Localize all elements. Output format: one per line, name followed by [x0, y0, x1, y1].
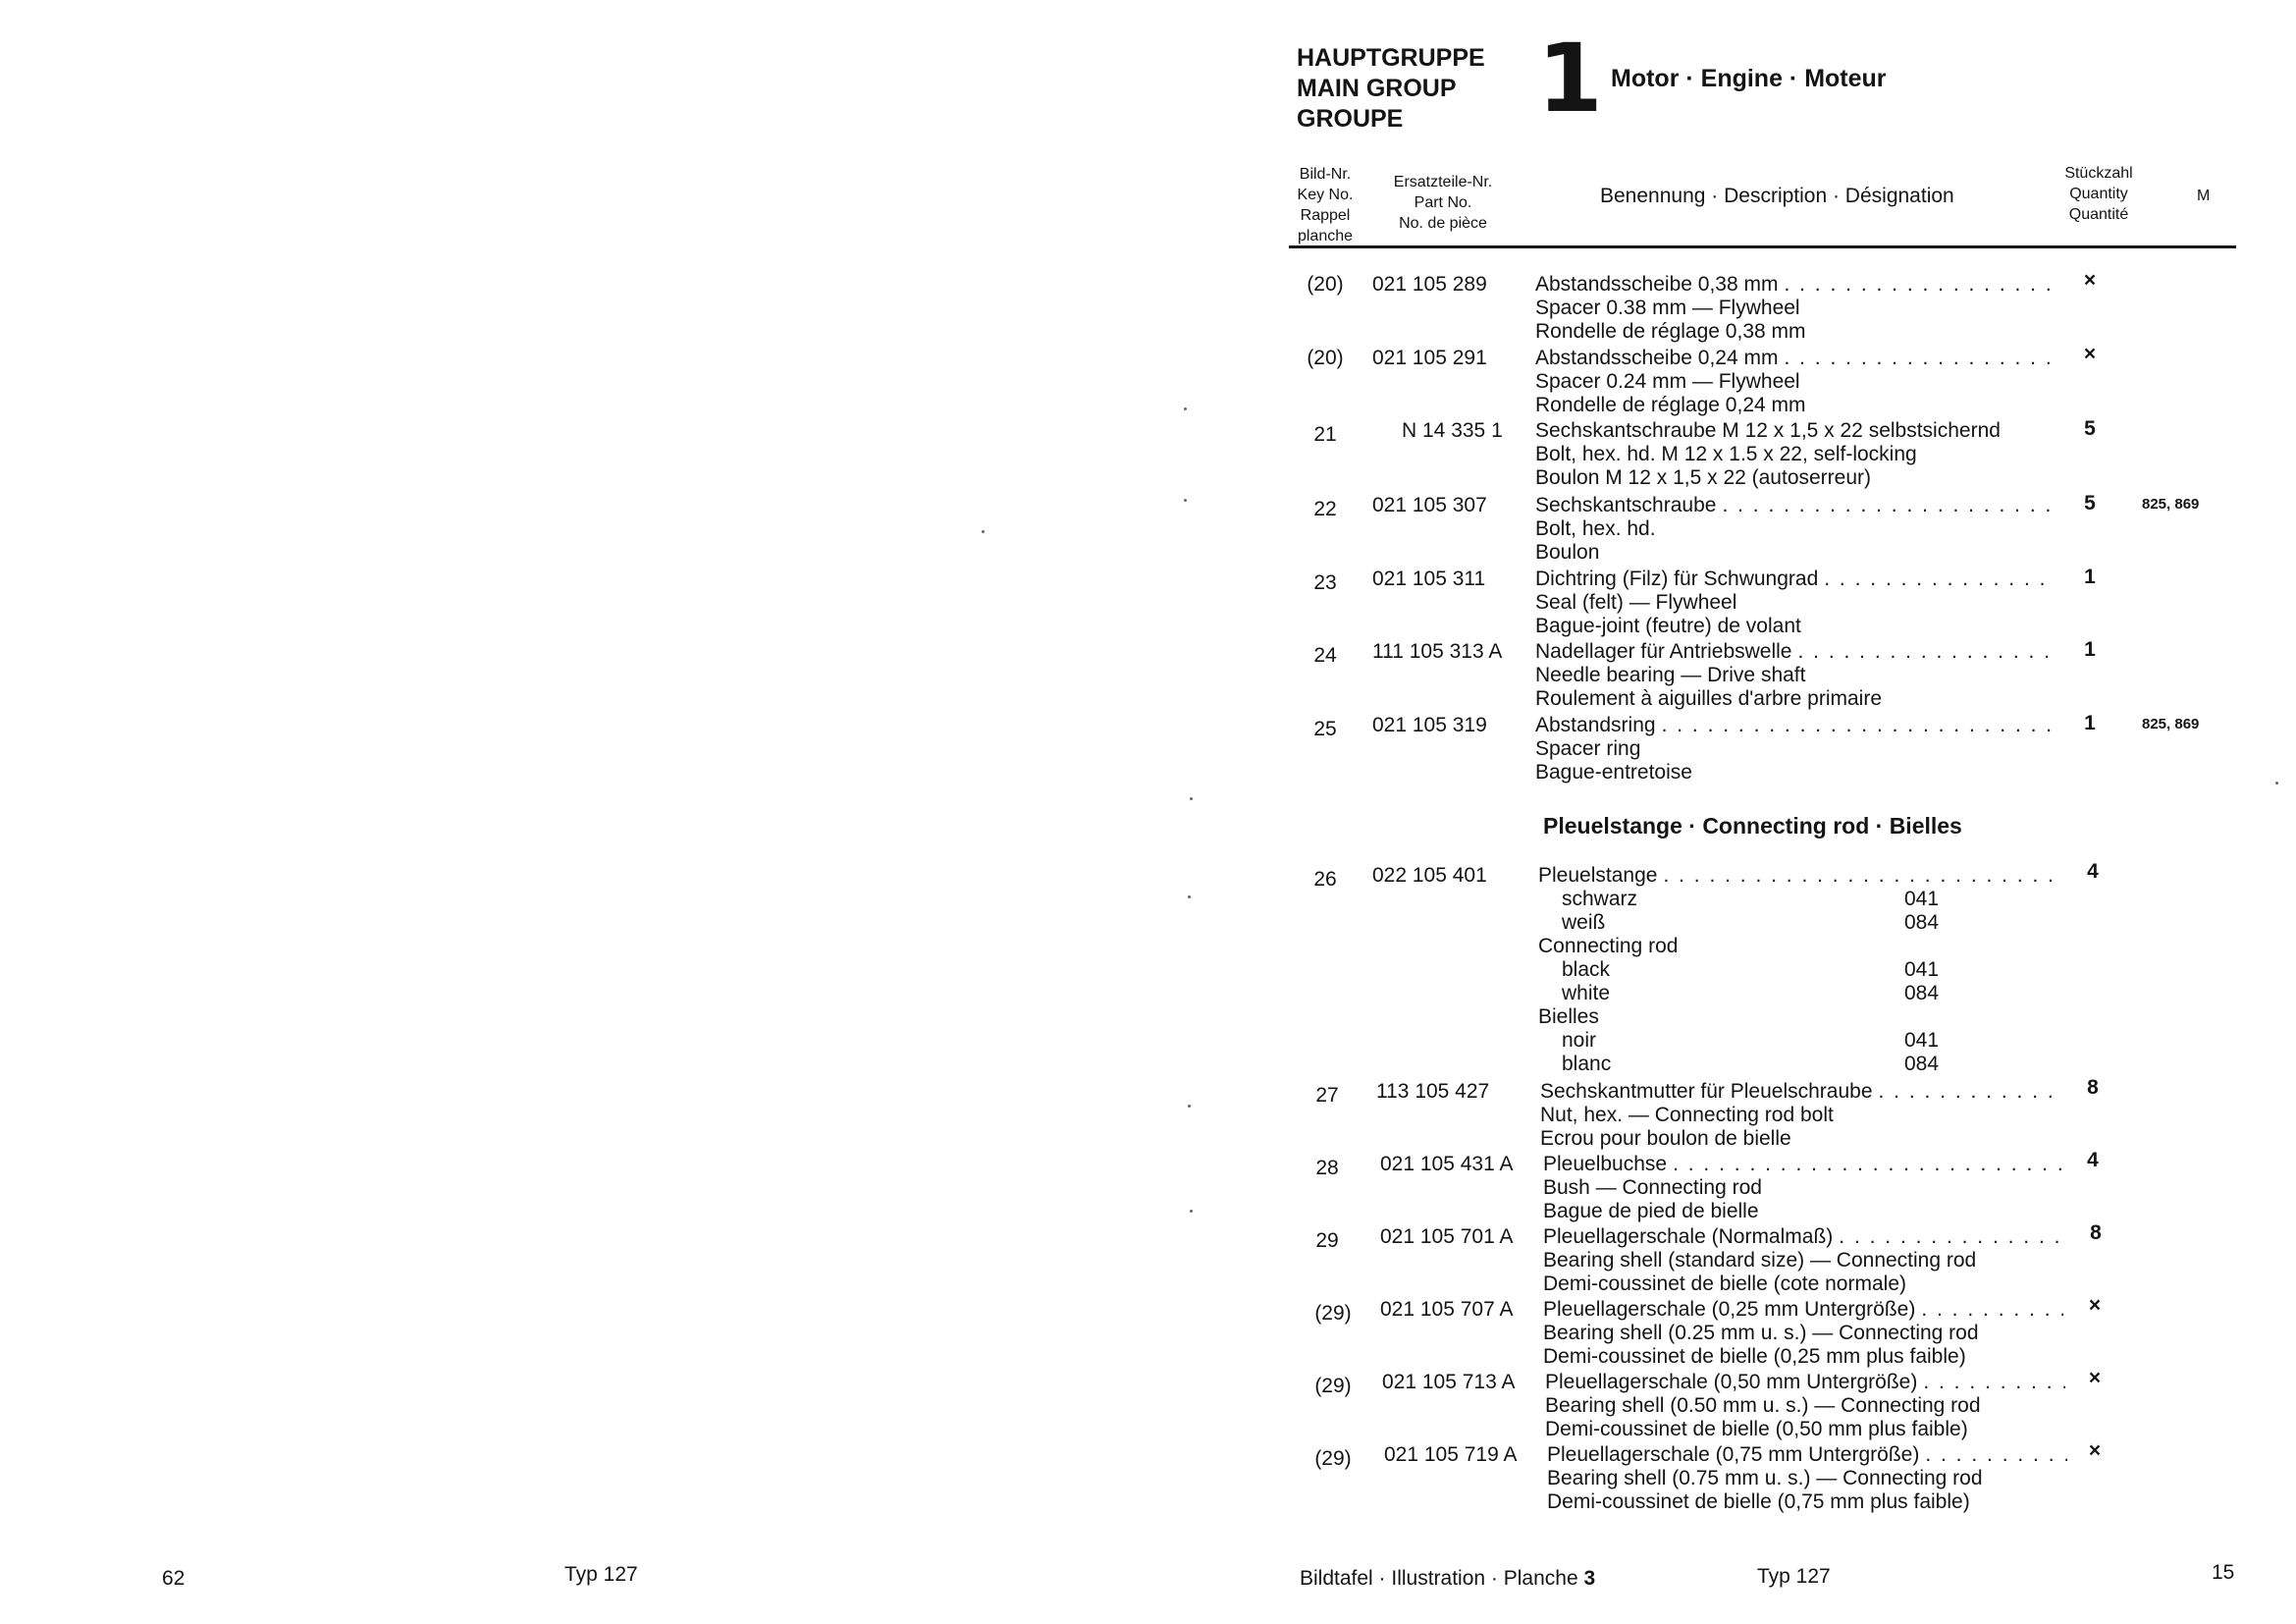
- part-no: 021 105 707 A: [1380, 1298, 1514, 1321]
- description-fr: Bague-joint (feutre) de volant: [1535, 615, 1801, 637]
- description-en: Bearing shell (0.25 mm u. s.) — Connecting rod: [1543, 1322, 1979, 1344]
- key-no: 25: [1313, 718, 1337, 740]
- description-en: Seal (felt) — Flywheel: [1535, 591, 1737, 614]
- variant-code: 041: [1904, 1029, 1940, 1052]
- model-note: 825, 869: [2142, 496, 2200, 513]
- description-fr: Bague-entretoise: [1535, 761, 1692, 784]
- part-no: 021 105 719 A: [1384, 1443, 1518, 1466]
- key-no: (29): [1314, 1375, 1352, 1397]
- part-no: 021 105 319: [1372, 714, 1487, 736]
- description-de: Abstandsscheibe 0,24 mm: [1535, 347, 1779, 369]
- description-de: Sechskantschraube: [1535, 494, 1717, 516]
- scan-speck: [2275, 782, 2278, 785]
- quantity: 1: [2084, 638, 2096, 661]
- variant-row: [1538, 911, 2058, 935]
- description-en: Bolt, hex. hd. M 12 x 1.5 x 22, self-locking: [1535, 443, 1917, 465]
- description-de: Sechskantschraube M 12 x 1,5 x 22 selbstsichernd: [1535, 419, 2001, 442]
- description: [1535, 419, 2056, 490]
- description-de: Dichtring (Filz) für Schwungrad: [1535, 568, 1819, 590]
- key-no: (20): [1307, 273, 1344, 296]
- description: [1547, 1443, 2067, 1514]
- part-no: 021 105 289: [1372, 273, 1487, 296]
- quantity: ×: [2083, 343, 2097, 365]
- description: [1540, 1080, 2060, 1151]
- quantity: 1: [2084, 566, 2096, 588]
- part-no: 021 105 431 A: [1380, 1153, 1514, 1175]
- group-title: Motor · Engine · Moteur: [1611, 65, 1887, 92]
- description-en: Bearing shell (0.50 mm u. s.) — Connecting rod: [1545, 1394, 1981, 1417]
- variant-code: 084: [1904, 1053, 1940, 1075]
- group-label-fr: GROUPE: [1297, 105, 1404, 133]
- description: [1543, 1153, 2063, 1223]
- model-note: 825, 869: [2142, 716, 2200, 732]
- right-page-number: 15: [2212, 1561, 2235, 1584]
- description-de: Nadellager für Antriebswelle: [1535, 640, 1792, 663]
- plate-reference: [1300, 1567, 1595, 1591]
- description: [1535, 568, 2056, 638]
- key-no: (29): [1314, 1302, 1352, 1325]
- key-no: 22: [1313, 498, 1337, 520]
- quantity: 4: [2087, 860, 2099, 883]
- scan-speck: [1190, 1210, 1193, 1213]
- key-no: 27: [1315, 1084, 1339, 1107]
- description-en: Bush — Connecting rod: [1543, 1176, 1762, 1199]
- scan-speck: [1188, 1105, 1191, 1108]
- variant-row: [1538, 958, 2058, 982]
- variant-name: blanc: [1562, 1053, 1612, 1075]
- description-fr: Ecrou pour boulon de bielle: [1540, 1127, 1791, 1150]
- variant-row: [1538, 1053, 2058, 1076]
- col-head-part: Ersatzteile-Nr. Part No. No. de pièce: [1393, 174, 1493, 232]
- variant-name: schwarz: [1562, 888, 1638, 910]
- quantity: 4: [2087, 1149, 2099, 1171]
- part-no: 021 105 701 A: [1380, 1225, 1514, 1248]
- part-no: 113 105 427: [1376, 1080, 1490, 1103]
- description-de: Pleuelbuchse: [1543, 1153, 1668, 1175]
- variant-name: weiß: [1562, 911, 1606, 934]
- description-de: Pleuellagerschale (Normalmaß): [1543, 1225, 1834, 1248]
- description: [1535, 640, 2056, 711]
- part-no: 021 105 291: [1372, 347, 1487, 369]
- section-title: Pleuelstange · Connecting rod · Bielles: [1543, 813, 1962, 839]
- key-no: 26: [1313, 868, 1337, 891]
- description-de: Pleuelstange: [1538, 864, 1658, 887]
- description-fr: Rondelle de réglage 0,38 mm: [1535, 320, 1806, 343]
- main-group-label: [1297, 43, 1485, 135]
- variant-code: 084: [1904, 982, 1940, 1004]
- scan-speck: [1184, 407, 1187, 410]
- col-head-key: Bild-Nr. Key No. Rappel planche: [1297, 166, 1354, 244]
- description: [1538, 864, 2058, 1076]
- scan-speck: [982, 530, 985, 533]
- description: [1535, 714, 2056, 785]
- description-en: Spacer ring: [1535, 737, 1641, 760]
- quantity: 5: [2084, 492, 2096, 514]
- description-de: Pleuellagerschale (0,25 mm Untergröße): [1543, 1298, 1916, 1321]
- part-no: N 14 335 1: [1402, 419, 1503, 442]
- variant-heading: Bielles: [1538, 1005, 1599, 1028]
- group-label-en: MAIN GROUP: [1297, 75, 1457, 102]
- quantity: 5: [2084, 417, 2096, 440]
- description-fr: Boulon M 12 x 1,5 x 22 (autoserreur): [1535, 466, 1872, 489]
- description-de: Sechskantmutter für Pleuelschraube: [1540, 1080, 1873, 1103]
- description-en: Bearing shell (standard size) — Connecting rod: [1543, 1249, 1977, 1272]
- description-fr: Demi-coussinet de bielle (cote normale): [1543, 1272, 1906, 1295]
- key-no: 24: [1313, 644, 1337, 667]
- variant-code: 084: [1904, 911, 1940, 934]
- scan-speck: [1188, 895, 1191, 898]
- part-no: 021 105 307: [1372, 494, 1487, 516]
- variant-code: 041: [1904, 958, 1940, 981]
- description-fr: Roulement à aiguilles d'arbre primaire: [1535, 687, 1883, 710]
- part-no: 021 105 713 A: [1382, 1371, 1516, 1393]
- description-en: Spacer 0.38 mm — Flywheel: [1535, 297, 1800, 319]
- plate-label: Bildtafel · Illustration · Planche: [1300, 1567, 1578, 1590]
- variant-row: [1538, 982, 2058, 1005]
- description-en: Needle bearing — Drive shaft: [1535, 664, 1806, 686]
- left-page-number: 62: [162, 1567, 186, 1590]
- col-head-m: M: [2197, 188, 2211, 204]
- variant-name: white: [1562, 982, 1611, 1004]
- scan-speck: [1184, 499, 1187, 502]
- description: [1535, 347, 2056, 417]
- right-type-label: Typ 127: [1757, 1565, 1831, 1588]
- key-no: 23: [1313, 571, 1337, 594]
- key-no: (20): [1307, 347, 1344, 369]
- variant-name: noir: [1562, 1029, 1597, 1052]
- description-en: Spacer 0.24 mm — Flywheel: [1535, 370, 1800, 393]
- col-head-description: Benennung · Description · Désignation: [1600, 185, 1954, 207]
- description-fr: Rondelle de réglage 0,24 mm: [1535, 394, 1806, 416]
- variant-heading: Connecting rod: [1538, 935, 1679, 957]
- color-variants: [1538, 888, 2058, 1076]
- part-no: 021 105 311: [1372, 568, 1486, 590]
- description: [1535, 273, 2056, 344]
- description-de: Abstandsring: [1535, 714, 1656, 736]
- key-no: 21: [1313, 423, 1337, 446]
- description-fr: Bague de pied de bielle: [1543, 1200, 1759, 1222]
- description-en: Bearing shell (0.75 mm u. s.) — Connecting rod: [1547, 1467, 1983, 1489]
- part-no: 111 105 313 A: [1372, 640, 1503, 663]
- header-rule: [1289, 245, 2236, 248]
- key-no: (29): [1314, 1447, 1352, 1470]
- quantity: ×: [2088, 1294, 2102, 1317]
- key-no: 28: [1315, 1157, 1339, 1179]
- description-de: Pleuellagerschale (0,75 mm Untergröße): [1547, 1443, 1920, 1466]
- description: [1535, 494, 2056, 565]
- description-fr: Demi-coussinet de bielle (0,75 mm plus faible): [1547, 1490, 1970, 1513]
- quantity: ×: [2088, 1439, 2102, 1462]
- description-fr: Demi-coussinet de bielle (0,25 mm plus faible): [1543, 1345, 1966, 1368]
- description: [1545, 1371, 2065, 1441]
- quantity: ×: [2083, 269, 2097, 292]
- description-fr: Demi-coussinet de bielle (0,50 mm plus faible): [1545, 1418, 1968, 1440]
- group-label-de: HAUPTGRUPPE: [1297, 44, 1485, 72]
- variant-code: 041: [1904, 888, 1940, 910]
- variant-row: [1538, 1029, 2058, 1053]
- part-no: 022 105 401: [1372, 864, 1487, 887]
- description-en: Nut, hex. — Connecting rod bolt: [1540, 1104, 1834, 1126]
- variant-name: black: [1562, 958, 1611, 981]
- plate-number: 3: [1583, 1567, 1596, 1590]
- scan-speck: [1190, 797, 1193, 800]
- description: [1543, 1298, 2063, 1369]
- col-head-quantity: Stückzahl Quantity Quantité: [2064, 165, 2133, 223]
- description: [1543, 1225, 2063, 1296]
- quantity: 8: [2087, 1076, 2099, 1099]
- description-de: Pleuellagerschale (0,50 mm Untergröße): [1545, 1371, 1918, 1393]
- description-de: Abstandsscheibe 0,38 mm: [1535, 273, 1779, 296]
- variant-row: [1538, 888, 2058, 911]
- key-no: 29: [1315, 1229, 1339, 1252]
- quantity: 1: [2084, 712, 2096, 734]
- group-number: 1: [1537, 24, 1603, 134]
- left-type-label: Typ 127: [564, 1563, 638, 1586]
- description-en: Bolt, hex. hd.: [1535, 517, 1656, 540]
- description-fr: Boulon: [1535, 541, 1600, 564]
- quantity: 8: [2090, 1221, 2102, 1244]
- quantity: ×: [2088, 1367, 2102, 1389]
